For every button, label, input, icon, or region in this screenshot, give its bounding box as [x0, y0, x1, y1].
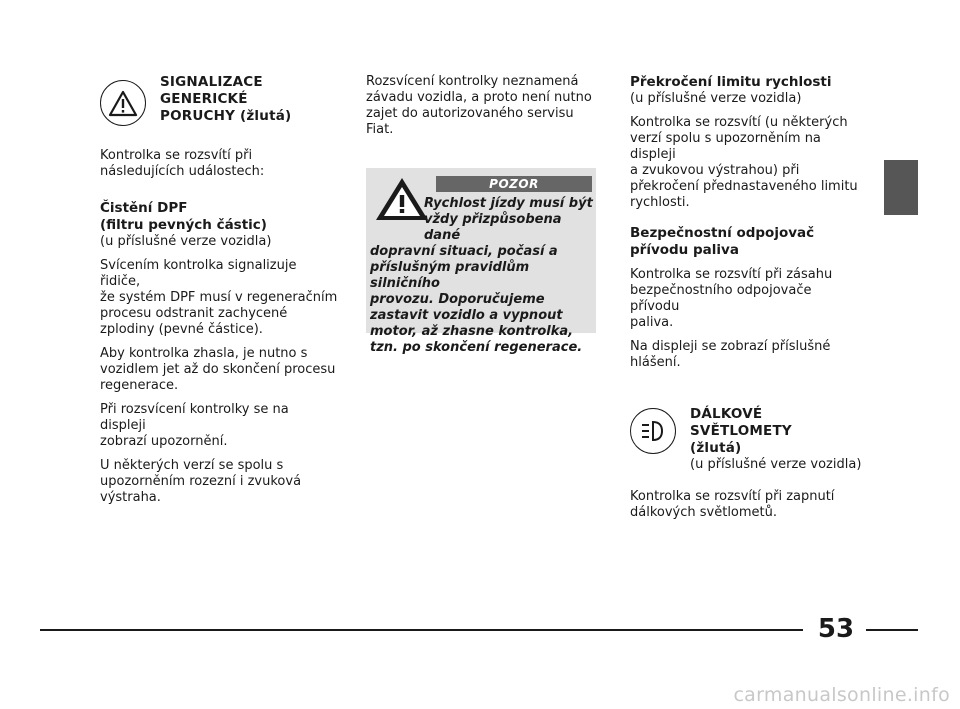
title-line: (žlutá) — [690, 440, 742, 456]
high-beam-title — [690, 406, 792, 457]
dpf-paragraph-2 — [100, 346, 338, 394]
text-line: Aby kontrolka zhasla, je nutno s — [100, 346, 308, 361]
text-line: vždy přizpůsobena dané — [424, 212, 562, 243]
text-line: dálkových světlometů. — [630, 505, 778, 520]
text-line: dopravní situaci, počasí a — [370, 244, 558, 259]
text-line: procesu odstranit zachycené — [100, 306, 288, 321]
text-line: U některých verzí se spolu s — [100, 458, 284, 473]
text-line: zobrazí upozornění. — [100, 434, 228, 449]
text-line: Kontrolka se rozsvítí (u některých — [630, 115, 848, 130]
watermark: carmanualsonline.info — [733, 684, 950, 706]
text-line: Kontrolka se rozsvítí při — [100, 148, 253, 163]
column-middle — [366, 74, 598, 355]
text-line: motor, až zhasne kontrolka, — [370, 324, 574, 339]
column-right — [630, 74, 862, 379]
fuel-cutoff-display-text — [630, 339, 862, 371]
footer-rule — [866, 629, 918, 631]
text-line: Rychlost jízdy musí být — [424, 196, 593, 211]
warning-box — [366, 168, 596, 355]
section-tab-marker — [884, 160, 918, 215]
high-beam-variant: (u příslušné verze vozidla) — [690, 457, 862, 472]
fuel-cutoff-text — [630, 267, 862, 331]
text-line: zplodiny (pevné částice). — [100, 322, 263, 337]
title-line: SVĚTLOMETY — [690, 423, 792, 439]
text-line: regenerace. — [100, 378, 179, 393]
intro-text — [100, 148, 338, 180]
text-line: rychlosti. — [630, 195, 690, 210]
title-line: DÁLKOVÉ — [690, 406, 763, 422]
fuel-cutoff-heading — [630, 225, 862, 259]
speed-limit-variant: (u příslušné verze vozidla) — [630, 91, 802, 106]
text-line: bezpečnostního odpojovače přívodu — [630, 283, 812, 314]
high-beam-header — [630, 406, 870, 457]
text-line: zajet do autorizovaného servisu Fiat. — [366, 106, 574, 137]
middle-paragraph — [366, 74, 598, 138]
text-line: příslušným pravidlům silničního — [370, 260, 530, 291]
text-line: hlášení. — [630, 355, 681, 370]
footer-rule — [40, 629, 803, 631]
speed-limit-heading: Překročení limitu rychlosti — [630, 74, 832, 90]
text-line: Kontrolka se rozsvítí při zapnutí — [630, 489, 835, 504]
text-line: následujících událostech: — [100, 164, 265, 179]
text-line: a zvukovou výstrahou) při — [630, 163, 800, 178]
generic-fault-header — [100, 74, 338, 126]
speed-limit-text — [630, 115, 862, 211]
title-line: PORUCHY (žlutá) — [160, 108, 292, 124]
column-left — [100, 74, 338, 514]
text-line: provozu. Doporučujeme — [370, 292, 545, 307]
text-line: Kontrolka se rozsvítí při zásahu — [630, 267, 833, 282]
text-line: překročení přednastaveného limitu — [630, 179, 858, 194]
heading-line: (filtru pevných částic) — [100, 217, 267, 233]
text-line: vozidlem jet až do skončení procesu — [100, 362, 336, 377]
text-line: Rozsvícení kontrolky neznamená — [366, 74, 579, 89]
text-line: Při rozsvícení kontrolky se na displeji — [100, 402, 289, 433]
heading-line: Bezpečnostní odpojovač — [630, 225, 815, 241]
text-line: verzí spolu s upozorněním na displeji — [630, 131, 821, 162]
warning-triangle-icon — [100, 80, 146, 126]
high-beam-icon — [630, 408, 676, 454]
dpf-paragraph-1 — [100, 258, 338, 338]
warning-text — [366, 196, 594, 356]
dpf-heading — [100, 200, 338, 234]
text-line: tzn. po skončení regenerace. — [370, 340, 583, 355]
text-line: paliva. — [630, 315, 674, 330]
dpf-variant: (u příslušné verze vozidla) — [100, 234, 272, 249]
text-line: zastavit vozidlo a vypnout — [370, 308, 563, 323]
high-beam-text — [630, 489, 870, 521]
text-line: závadu vozidla, a proto není nutno — [366, 90, 592, 105]
text-line: Na displeji se zobrazí příslušné — [630, 339, 831, 354]
text-line: upozorněním rozezní i zvuková — [100, 474, 302, 489]
heading-line: přívodu paliva — [630, 242, 739, 258]
title-line: GENERICKÉ — [160, 91, 248, 107]
high-beam-section — [630, 406, 870, 529]
generic-fault-title — [160, 74, 291, 125]
text-line: že systém DPF musí v regeneračním — [100, 290, 338, 305]
dpf-paragraph-4 — [100, 458, 338, 506]
page-number: 53 — [817, 614, 855, 644]
title-line: SIGNALIZACE — [160, 74, 263, 90]
text-line: výstraha. — [100, 490, 161, 505]
dpf-paragraph-3 — [100, 402, 338, 450]
pozor-label: POZOR — [436, 176, 592, 192]
text-line: Svícením kontrolka signalizuje řidiče, — [100, 258, 297, 289]
heading-line: Čistění DPF — [100, 200, 188, 216]
